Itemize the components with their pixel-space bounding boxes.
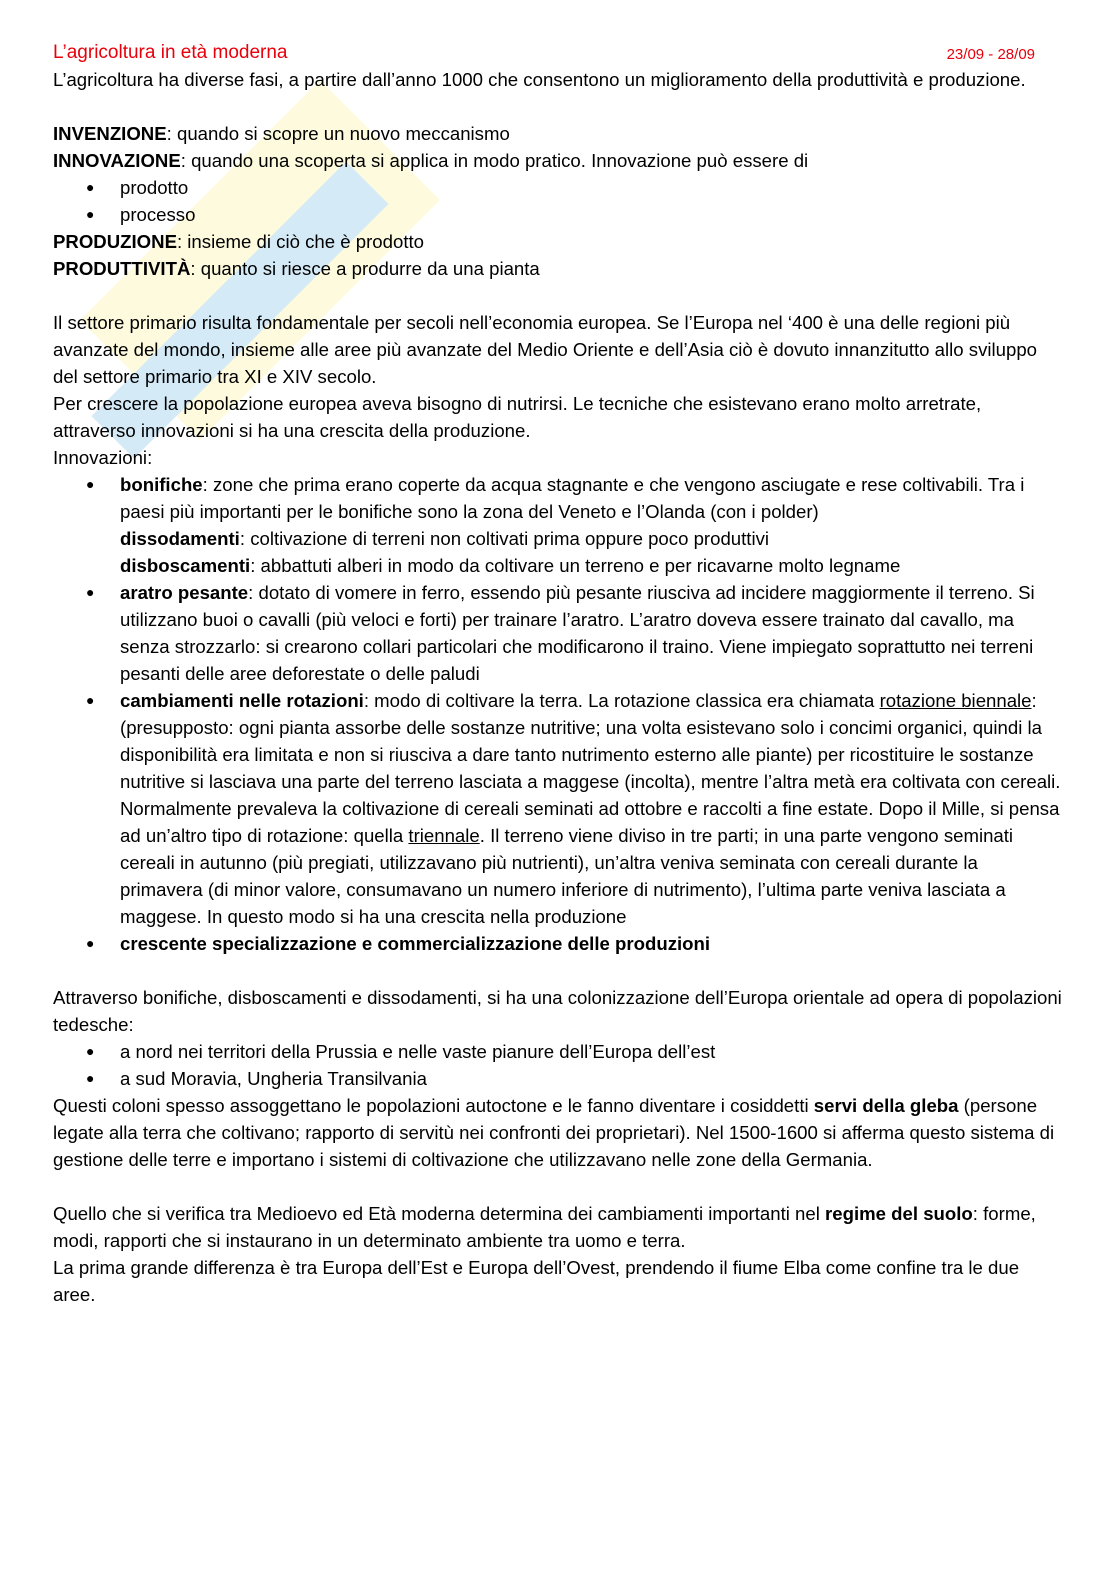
- term: aratro pesante: [120, 582, 249, 603]
- list-item-text: prodotto: [120, 177, 189, 198]
- item-text: . Il terreno viene diviso in tre parti; in una parte vengono seminati cereali in autunno (più pregiati, utilizzavano più nutrienti), un’altra veniva seminata con cereali durante la primavera (di minor valore, consumavano un numero inferiore di nutrimento), l’ultima parte veniva lasciata a maggese. In questo modo si ha una crescita nella produzione: [120, 825, 1014, 927]
- page-title: L’agricoltura in età moderna: [53, 42, 288, 63]
- paragraph-settore-primario: Il settore primario risulta fondamentale per secoli nell’economia europea. Se l’Europa nel ‘400 è una delle regioni più avanzate del mondo, insieme alle aree più avanzate del Medio Oriente e dell’Asia ciò è dovuto innanzitutto allo sviluppo del settore primario tra XI e XIV secolo.: [53, 312, 1038, 387]
- definition-produttivita: [53, 255, 1063, 282]
- bullet-icon: ●: [86, 692, 95, 708]
- definition-text: : insieme di ciò che è prodotto: [176, 231, 424, 252]
- list-item: [53, 174, 1063, 201]
- intro-paragraph: L’agricoltura ha diverse fasi, a partire dall’anno 1000 che consentono un miglioramento della produttività e produzione.: [53, 69, 1026, 90]
- definition-invenzione: [53, 120, 1063, 147]
- term: PRODUTTIVITÀ: [53, 258, 191, 279]
- item-text: : coltivazione di terreni non coltivati prima oppure poco produttivi: [239, 528, 770, 549]
- list-item: [53, 1038, 1063, 1065]
- list-item-rotazioni: [53, 687, 1063, 930]
- term: PRODUZIONE: [53, 231, 177, 252]
- list-item: [53, 201, 1063, 228]
- bullet-icon: ●: [86, 206, 95, 222]
- item-text: : zone che prima erano coperte da acqua stagnante e che vengono asciugate e rese coltivabili. Tra i paesi più importanti per le bonifiche sono la zona del Veneto e l’Olanda (con i polder): [120, 474, 1025, 522]
- bold-term: regime del suolo: [825, 1203, 973, 1224]
- list-item-text: processo: [120, 204, 196, 225]
- bullet-icon: ●: [86, 476, 95, 492]
- list-item: [53, 1065, 1063, 1092]
- definition-text: : quando si scopre un nuovo meccanismo: [166, 123, 510, 144]
- term: INVENZIONE: [53, 123, 167, 144]
- definition-text: : quando una scoperta si applica in modo pratico. Innovazione può essere di: [180, 150, 809, 171]
- innovazioni-list: [53, 471, 1063, 957]
- bullet-icon: ●: [86, 935, 95, 951]
- item-text: : abbattuti alberi in modo da coltivare un terreno e per ricavarne molto legname: [250, 555, 901, 576]
- document-page: [53, 38, 1063, 1308]
- innovazione-types-list: [53, 174, 1063, 228]
- definition-produzione: [53, 228, 1063, 255]
- underlined-term: triennale: [408, 825, 480, 846]
- term: dissodamenti: [120, 528, 240, 549]
- bold-term: servi della gleba: [813, 1095, 959, 1116]
- bullet-icon: ●: [86, 584, 95, 600]
- term: cambiamenti nelle rotazioni: [120, 690, 364, 711]
- paragraph-colonizzazione: Attraverso bonifiche, disboscamenti e dissodamenti, si ha una colonizzazione dell’Europa orientale ad opera di popolazioni tedesche:: [53, 987, 1062, 1035]
- title-row: [53, 38, 1063, 66]
- item-text: : dotato di vomere in ferro, essendo più pesante riusciva ad incidere maggiormente il terreno. Si utilizzano buoi o cavalli (più veloci e forti) per trainare l’aratro. L’aratro doveva essere trainato dal cavallo, ma senza strozzarlo: si crearono collari particolari che modificarono il traino. Viene impiegato soprattutto nei terreni pesanti delle aree deforestate o delle paludi: [120, 582, 1035, 684]
- paragraph-text: Quello che si verifica tra Medioevo ed Età moderna determina dei cambiamenti importanti nel: [53, 1203, 826, 1224]
- list-item-specializzazione: [53, 930, 1063, 957]
- paragraph-text: : forme, modi, rapporti che si instaurano in un determinato ambiente tra uomo e terra.: [53, 1203, 1036, 1251]
- underlined-term: rotazione biennale: [879, 690, 1032, 711]
- term: bonifiche: [120, 474, 203, 495]
- item-text: : modo di coltivare la terra. La rotazione classica era chiamata: [363, 690, 880, 711]
- innovazioni-label: Innovazioni:: [53, 447, 153, 468]
- paragraph-popolazione: Per crescere la popolazione europea aveva bisogno di nutrirsi. Le tecniche che esistevano erano molto arretrate, attraverso innovazioni si ha una crescita della produzione.: [53, 393, 982, 441]
- paragraph-servi-gleba: [53, 1092, 1063, 1173]
- definition-text: : quanto si riesce a produrre da una pianta: [190, 258, 540, 279]
- term: crescente specializzazione e commercializzazione delle produzioni: [120, 933, 711, 954]
- paragraph-elba: La prima grande differenza è tra Europa dell’Est e Europa dell’Ovest, prendendo il fiume Elba come confine tra le due aree.: [53, 1257, 1020, 1305]
- term: disboscamenti: [120, 555, 251, 576]
- list-item-aratro: [53, 579, 1063, 687]
- list-item-bonifiche: [53, 471, 1063, 579]
- item-text: : (presupposto: ogni pianta assorbe delle sostanze nutritive; una volta esistevano solo i concimi organici, quindi la disponibilità era limitata e non si riusciva a dare tanto nutrimento esterno alle piante) per ricostituire le sostanze nutritive si lasciava una parte del terreno lasciata a maggese (incolta), mentre l’altra metà era coltivata con cereali. Normalmente prevaleva la coltivazione di cereali seminati ad ottobre e raccolti a fine estate. Dopo il Mille, si pensa ad un’altro tipo di rotazione: quella: [120, 690, 1061, 846]
- term: INNOVAZIONE: [53, 150, 181, 171]
- definition-innovazione: [53, 147, 1063, 174]
- date-range: 23/09 - 28/09: [946, 46, 1035, 63]
- paragraph-text: Questi coloni spesso assoggettano le popolazioni autoctone e le fanno diventare i cosiddetti: [53, 1095, 814, 1116]
- list-item-text: a sud Moravia, Ungheria Transilvania: [120, 1068, 427, 1089]
- list-item-text: a nord nei territori della Prussia e nelle vaste pianure dell’Europa dell’est: [120, 1041, 716, 1062]
- colonizzazione-list: [53, 1038, 1063, 1092]
- bullet-icon: ●: [86, 1043, 95, 1059]
- bullet-icon: ●: [86, 1070, 95, 1086]
- paragraph-regime-suolo: [53, 1200, 1063, 1254]
- paragraph-text: (persone legate alla terra che coltivano; rapporto di servitù nei confronti dei proprietari). Nel 1500-1600 si afferma questo sistema di gestione delle terre e importano i sistemi di coltivazione che utilizzavano nelle zone della Germania.: [53, 1095, 1055, 1170]
- bullet-icon: ●: [86, 179, 95, 195]
